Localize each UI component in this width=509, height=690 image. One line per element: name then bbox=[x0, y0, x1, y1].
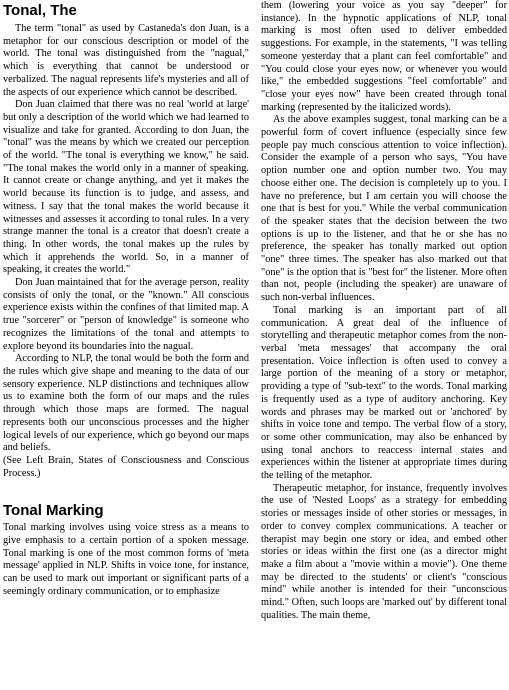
see-also-reference: (See Left Brain, States of Consciousness and Conscious Process.) bbox=[3, 454, 249, 479]
paragraph: Don Juan maintained that for the average person, reality consists of only the tonal, or the "known." All conscious experience exists within the confines of that limited map. A true "sorcerer" or "person of knowledge" is someone who recognizes the limitations of the tonal and attempts to explore beyond its boundaries into the nagual. bbox=[3, 277, 249, 352]
paragraph: The term "tonal" as used by Castaneda's don Juan, is a metaphor for our conscious description or model of the world. The tonal was distinguished from the "nagual," which is everything that cannot be understood or verbalized. The nagual represents life's mysteries and all of the aspects of our experience which cannot be described. bbox=[3, 23, 249, 98]
paragraph: According to NLP, the tonal would be both the form and the rules which give shape and meaning to the data of our sensory experience. NLP distinctions and techniques allow us to examine both the form of our maps and the rules through which those maps are formed. The nagual represents both our unconscious processes and the higher logical levels of our experience, which go beyond our maps and beliefs. bbox=[3, 353, 249, 454]
section-title-tonal: Tonal, The bbox=[3, 2, 77, 19]
paragraph: them (lowering your voice as you say "deeper" for instance). In the hypnotic applications of NLP, tonal marking is most often used to deliver embedded suggestions. For example, in the statements, "I was telling someone yesterday that a plant can feel comfortable" and "You could close your eyes now, or whenever you would like," the embedded suggestions "feel comfortable" and "close your eyes now" have been created through tonal marking (represented by the italicized words). bbox=[261, 0, 507, 113]
paragraph: Don Juan claimed that there was no real 'world at large' but only a description of the world which we had learned to visualize and take for granted. According to don Juan, the "tonal" was the means by which we created our perception of the world. "The tonal is everything we know," he said. "The tonal makes the world only in a manner of speaking. It cannot create or change anything, and yet it makes the world because its function is to judge, and assess, and witness. I say that the tonal makes the world because it witnesses and assesses it according to tonal rules. In a very strange manner the tonal is a creator that doesn't create a thing. In other words, the tonal makes up the rules by which it apprehends the world. So, in a manner of speaking, it creates the world." bbox=[3, 99, 249, 276]
left-column bbox=[3, 0, 249, 599]
paragraph: Tonal marking involves using voice stress as a means to give emphasis to a certain portion of a spoken message. Tonal marking is one of the most common forms of 'meta message' applied in NLP. Shifts in voice tone, for instance, can be used to mark out important or significant parts of a seemingly ordinary communication, or to emphasize bbox=[3, 522, 249, 597]
paragraph: Tonal marking is an important part of all communication. A great deal of the influence of storytelling and therapeutic metaphor comes from the non-verbal 'meta messages' that accompany the oral presentation. Voice inflection is often used to convey a large portion of the meaning of a story or metaphor, providing a type of "sub-text" to the words. Tonal marking is frequently used as a type of auditory anchoring. Key words and phrases may be marked out or 'anchored' by shifts in voice tone and tempo. The verbal flow of a story, or some other communication, may also be enhanced by using tonal anchors to reaccess internal states and experiences within the listener at appropriate times during the telling of the metaphor. bbox=[261, 304, 507, 482]
section-title-tonal-marking: Tonal Marking bbox=[3, 502, 104, 520]
paragraph: As the above examples suggest, tonal marking can be a powerful form of covert influence (especially since few people pay much conscious attention to voice inflection). Consider the example of a person who says, "You have option number one and option number two. You may choose either one. The decision is completely up to you. I have no preference, but I am certain you will choose the one that is best for you." While the verbal communication of the speaker states that the decision between the two options is up to the listener, and that he or she has no preference, the speaker has tonally marked out option "one" three times. The speaker has also marked out that "one" is the option that is "best for" the listener. More often than not, people (including the speaker) are unaware of such non-verbal influences. bbox=[261, 114, 507, 304]
paragraph: Therapeutic metaphor, for instance, frequently involves the use of 'Nested Loops' as a strategy for embedding stories or messages inside of other stories or messages, in order to convey complex communications. A teacher or therapist may begin one story or idea, and embed other stories or ideas within the first one (as a director might make a film about a "movie within a movie"). One theme may be directed to the students' or client's "conscious mind" while another is intended for their "unconscious mind." Often, such loops are 'marked out' by different tonal qualities. The main theme, bbox=[261, 482, 507, 621]
right-column bbox=[261, 0, 507, 622]
